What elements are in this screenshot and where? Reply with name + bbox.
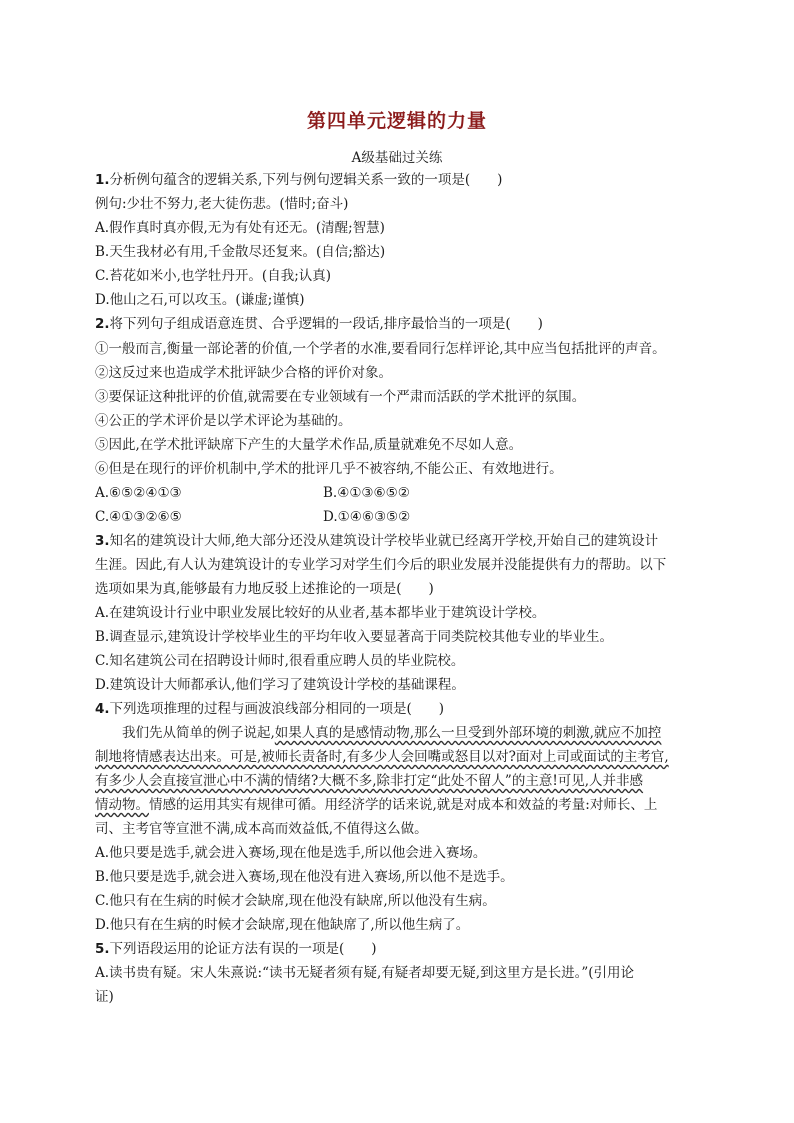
question-5-stem — [95, 939, 377, 959]
passage-line-5: 司、主考官等宣泄不满,成本高而效益低,不值得这么做。 — [95, 821, 428, 837]
question-number: 5. — [95, 941, 110, 957]
wavy-underlined-text: 制地将情感表达出来。可是,被师长责备时,有多少人会回嘴或怒目以对?面对上司或面试的主考官, — [95, 749, 669, 765]
passage-line-1 — [122, 723, 661, 743]
question-2-sentence-6: ⑥但是在现行的评价机制中,学术的批评几乎不被容纳,不能公正、有效地进行。 — [95, 461, 563, 477]
question-2-option-d: D.①④⑥③⑤② — [323, 509, 411, 525]
question-3-stem-line-2: 生涯。因此,有人认为建筑设计的专业学习对学生们今后的职业发展并没能提供有力的帮助。以下 — [95, 557, 667, 573]
question-4-option-b: B.他只要是选手,就会进入赛场,现在他没有进入赛场,所以他不是选手。 — [95, 869, 514, 885]
wavy-underlined-text: 有多少人会直接宣泄心中不满的情绪?大概不多,除非打定“此处不留人”的主意!可见,人并非感 — [95, 773, 644, 789]
wavy-underlined-text: 情动物。 — [95, 797, 149, 813]
passage-line-2 — [95, 747, 669, 767]
question-number: 3. — [95, 533, 110, 549]
question-2-sentence-5: ⑤因此,在学术批评缺席下产生的大量学术作品,质量就难免不尽如人意。 — [95, 437, 523, 453]
question-1-option-c: C.苔花如米小,也学牡丹开。(自我;认真) — [95, 268, 332, 284]
question-4-option-c: C.他只有在生病的时候才会缺席,现在他没有缺席,所以他没有生病。 — [95, 893, 496, 909]
question-text: 分析例句蕴含的逻辑关系,下列与例句逻辑关系一致的一项是( ) — [109, 172, 503, 188]
question-1-option-d: D.他山之石,可以攻玉。(谦虚;谨慎) — [95, 292, 305, 308]
question-1-example: 例句:少壮不努力,老大徒伤悲。(惜时;奋斗) — [95, 196, 349, 212]
question-3-stem-line-1 — [95, 531, 658, 551]
question-3-option-c: C.知名建筑公司在招聘设计师时,很看重应聘人员的毕业院校。 — [95, 653, 465, 669]
question-2-sentence-3: ③要保证这种批评的价值,就需要在专业领域有一个严肃而活跃的学术批评的氛围。 — [95, 389, 586, 405]
question-text: 下列语段运用的论证方法有误的一项是( ) — [109, 941, 377, 957]
question-text: 下列选项推理的过程与画波浪线部分相同的一项是( ) — [109, 701, 445, 717]
passage-text: 我们先从简单的例子说起, — [122, 725, 275, 741]
question-2-option-c: C.④①③②⑥⑤ — [95, 509, 182, 525]
passage-text: 情感的运用其实有规律可循。用经济学的话来说,就是对成本和效益的考量:对师长、上 — [149, 797, 658, 813]
question-5-option-a-line-1: A.读书贵有疑。宋人朱熹说:“读书无疑者须有疑,有疑者却要无疑,到这里方是长进。”(引用论 — [95, 965, 634, 981]
question-5-option-a-line-2: 证) — [95, 989, 114, 1005]
question-2-sentence-2: ②这反过来也造成学术批评缺少合格的评价对象。 — [95, 365, 392, 381]
passage-line-3 — [95, 771, 643, 791]
question-text: 将下列句子组成语意连贯、合乎逻辑的一段话,排序最恰当的一项是( ) — [109, 316, 543, 332]
question-number: 1. — [95, 172, 110, 188]
question-text: 知名的建筑设计大师,绝大部分还没从建筑设计学校毕业就已经离开学校,开始自己的建筑设计 — [109, 533, 659, 549]
question-2-option-b: B.④①③⑥⑤② — [323, 485, 410, 501]
passage-line-4 — [95, 795, 657, 815]
question-2-option-a: A.⑥⑤②④①③ — [95, 485, 182, 501]
question-1-option-b: B.天生我材必有用,千金散尽还复来。(自信;豁达) — [95, 244, 386, 260]
question-3-stem-line-3: 选项如果为真,能够最有力地反驳上述推论的一项是( ) — [95, 581, 434, 597]
question-2-sentence-4: ④公正的学术评价是以学术评论为基础的。 — [95, 413, 352, 429]
question-number: 2. — [95, 316, 110, 332]
question-3-option-b: B.调查显示,建筑设计学校毕业生的平均年收入要显著高于同类院校其他专业的毕业生。 — [95, 629, 614, 645]
page-title: 第四单元逻辑的力量 — [306, 110, 487, 132]
question-4-option-d: D.他只有在生病的时候才会缺席,现在他缺席了,所以他生病了。 — [95, 917, 470, 933]
question-1-option-a: A.假作真时真亦假,无为有处有还无。(清醒;智慧) — [95, 220, 385, 236]
wavy-underlined-text: 如果人真的是感情动物,那么一旦受到外部环境的刺激,就应不加控 — [274, 725, 662, 741]
question-4-stem — [95, 699, 444, 719]
section-subtitle: A级基础过关练 — [351, 150, 443, 166]
question-number: 4. — [95, 701, 110, 717]
question-2-stem — [95, 314, 543, 334]
question-1-stem — [95, 170, 502, 190]
question-3-option-a: A.在建筑设计行业中职业发展比较好的从业者,基本都毕业于建筑设计学校。 — [95, 605, 546, 621]
question-2-sentence-1: ①一般而言,衡量一部论著的价值,一个学者的水准,要看同行怎样评论,其中应当包括批评的声音。 — [95, 341, 666, 357]
question-3-option-d: D.建筑设计大师都承认,他们学习了建筑设计学校的基础课程。 — [95, 677, 465, 693]
question-4-option-a: A.他只要是选手,就会进入赛场,现在他是选手,所以他会进入赛场。 — [95, 845, 487, 861]
